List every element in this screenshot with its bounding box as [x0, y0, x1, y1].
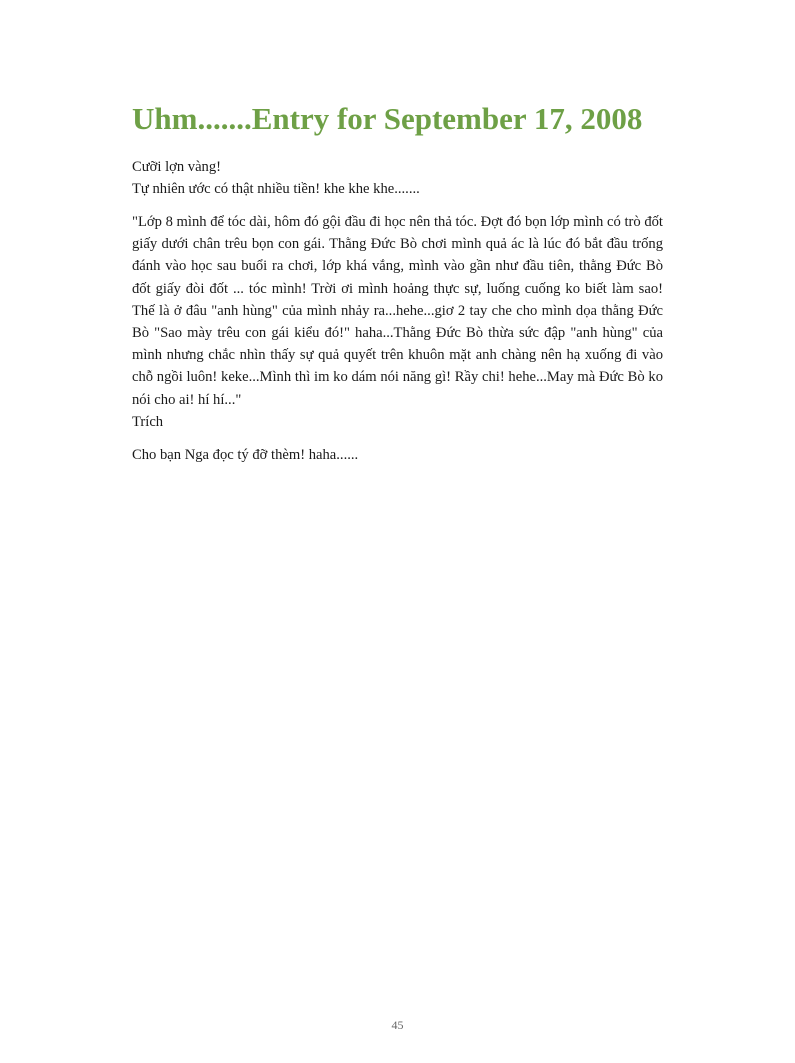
intro-line: Tự nhiên ước có thật nhiều tiền! khe khe khe.......: [132, 181, 420, 197]
quote-source: Trích: [132, 413, 164, 430]
journal-entry: [132, 98, 663, 466]
closing-line: Cho bạn Nga đọc tý đỡ thèm! haha......: [132, 446, 359, 463]
entry-intro: [132, 156, 663, 200]
entry-title: Uhm.......Entry for September 17, 2008: [132, 101, 643, 136]
quoted-passage: "Lớp 8 mình để tóc dài, hôm đó gội đầu đi học nên thả tóc. Đợt đó bọn lớp mình có trò đốt giấy dưới chân trêu bọn con gái. Thằng Đức Bò chơi mình quả ác là lúc đó bắt đầu trống đánh vào học sau buổi ra chơi, lớp khá vắng, mình vào gần như đầu tiên, thằng Đức Bò đốt giấy đòi đốt ... tóc mình! Trời ơi mình hoảng thực sự, luống cuống ko biết làm sao! Thế là ở đâu "anh hùng" của mình nhảy ra...hehe...giơ 2 tay che cho mình dọa thằng Đức Bò "Sao mày trêu con gái kiểu đó!" haha...Thằng Đức Bò thừa sức đập "anh hùng" của mình nhưng chắc nhìn thấy sự quả quyết trên khuôn mặt anh chàng nên hạ xuống đi vào chỗ ngồi luôn! keke...Mình thì im ko dám nói năng gì! Rầy chi! hehe...May mà Đức Bò ko nói cho ai! hí hí...": [132, 214, 663, 408]
page-number: 45: [391, 1018, 404, 1032]
intro-line: Cưỡi lợn vàng!: [132, 159, 222, 175]
